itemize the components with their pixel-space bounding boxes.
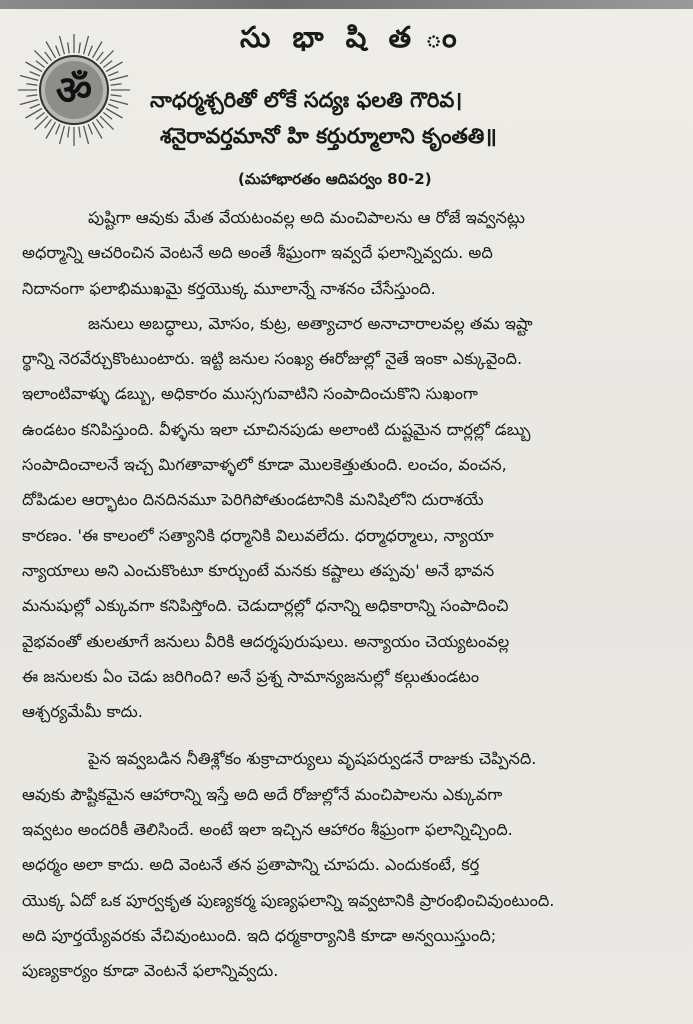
sun-ray [26, 84, 37, 85]
sun-ray [30, 104, 40, 108]
text-line: వైభవంతో తులతూగే జనులు వీరికి ఆదర్శపురుషులు. అన్యాయం చెయ్యటంవల్ల [22, 631, 510, 651]
text-line: ర్థాన్ని నెరవేర్చుకొంటుంటారు. ఇట్టి జనుల సంఖ్య ఈరోజుల్లో నైతే ఇంకా ఎక్కువైంది. [22, 349, 523, 369]
page-title: సు భా షి త ం [240, 20, 463, 54]
text-line: ఈ జనులకు ఏం చెడు జరిగింది? అనే ప్రశ్న సామాన్యజనుల్లో కల్గుతుండటం [22, 666, 480, 686]
sun-ray [110, 76, 128, 81]
text-line: ఆశ్చర్యమేమీ కాదు. [22, 702, 143, 722]
text-line: ఇలాంటివాళ్ళు డబ్బు, అధికారం ముస్సగువాటిని సంపాదించుకొని సుఖంగా [22, 384, 478, 404]
sun-ray [26, 95, 37, 96]
sun-ray [45, 119, 52, 128]
text-line: అధర్మాన్ని ఆచరించిన వెంటనే అది అంతే శీఘ్రంగా ఇవ్వదే ఫలాన్నివ్వదు. అది [22, 243, 493, 263]
article-body [22, 200, 662, 989]
text-line: అది పూర్తయ్యేవరకు వేచివుంటుంది. ఇది ధర్మకార్యానికి కూడా అన్వయిస్తుంది; [22, 925, 497, 945]
text-line: ఇవ్వటం అందరికీ తెలిసిందే. అంటే ఇలా ఇచ్చిన ఆహారం శీఘ్రంగా ఫలాన్నిచ్చింది. [22, 820, 513, 840]
om-glyph: ॐ [55, 68, 93, 114]
page-top-edge [0, 0, 693, 9]
sun-ray [36, 113, 45, 120]
sun-ray [103, 61, 112, 68]
paragraph-1 [22, 200, 662, 306]
text-line: దోపిడుల ఆర్భాటం దినదినమూ పెరిగిపోతుండటానికి మనిషిలోని దురాశయే [22, 490, 484, 510]
sun-ray [56, 124, 60, 134]
text-line: నిదానంగా ఫలాభిముఖమై కర్తయొక్క మూలాన్నే నాశనం చేసేస్తుంది. [22, 278, 436, 298]
text-line: సంపాదించాలనే ఇచ్చ మిగతావాళ్ళలో కూడా మొలకెత్తుతుంది. లంచం, వంచన, [22, 455, 507, 475]
text-line: కారణం. 'ఈ కాలంలో సత్యానికి ధర్మానికి విలువలేదు. ధర్మాధర్మాలు, న్యాయా [22, 525, 494, 545]
sun-ray [79, 42, 80, 53]
sun-ray [84, 36, 89, 54]
sun-ray [30, 72, 40, 76]
text-line: మనుషుల్లో ఎక్కువగా కనిపిస్తోంది. చెడుదార్లల్లో ధనాన్ని అధికారాన్ని సంపాదించి [22, 596, 509, 616]
text-line: అధర్మం అలా కాదు. అది వెంటనే తన ప్రతాపాన్ని చూపదు. ఎందుకంటే, కర్త [22, 855, 480, 875]
sun-ray [68, 42, 69, 53]
text-line: పైన ఇవ్వబడిన నీతిశ్లోకం శుక్రాచార్యులు వృషపర్వుడనే రాజుకు చెప్పినది. [88, 749, 537, 769]
sun-ray [88, 46, 92, 56]
sun-ray [68, 127, 69, 138]
sun-ray [97, 52, 104, 61]
paragraph-3 [22, 741, 662, 988]
sun-ray [36, 61, 45, 68]
text-line: పుణ్యకార్యం కూడా వెంటనే ఫలాన్నివ్వదు. [22, 961, 279, 981]
shloka-source: (మహాభారతం ఆదిపర్వం 80-2) [238, 170, 432, 188]
sun-ray [79, 127, 80, 138]
sun-ray [60, 36, 65, 54]
sun-ray [84, 126, 89, 144]
sun-ray [56, 46, 60, 56]
sun-ray [111, 84, 122, 85]
text-line: యొక్క ఏదో ఒక పూర్వకృత పుణ్యకర్మ పుణ్యఫలాన్ని ఇవ్వటానికి ప్రారంభించివుంటుంది. [22, 890, 555, 910]
sun-ray [60, 126, 65, 144]
sun-ray [97, 119, 104, 128]
text-line: న్యాయాలు అని ఎంచుకొంటూ కూర్చుంటే మనకు కష్టాలు తప్పవు' అనే భావన [22, 560, 495, 580]
text-line: జనులు అబద్ధాలు, మోసం, కుట్ర, అత్యాచార అనాచారాలవల్ల తమ ఇష్టా [88, 313, 533, 333]
sun-ray [20, 76, 38, 81]
text-line: పుష్టిగా ఆవుకు మేత వేయటంవల్ల అది మంచిపాలను ఆ రోజే ఇవ్వనట్లు [88, 208, 525, 227]
shloka-line: శనైరావర్తమానో హి కర్తుర్మూలాని కృంతతి॥ [160, 124, 497, 148]
om-sun-icon [14, 30, 134, 150]
text-line: ఆవుకు పౌష్టికమైన ఆహారాన్ని ఇస్తే అది అదే రోజుల్లోనే మంచిపాలను ఎక్కువగా [22, 784, 503, 804]
shloka-line: నాధర్మశ్చరితో లోకే సద్యః ఫలతి గౌరివ। [150, 88, 463, 112]
sun-ray [45, 52, 52, 61]
sun-ray [20, 100, 38, 105]
sun-ray [110, 100, 128, 105]
sun-ray [108, 72, 118, 76]
sun-ray [103, 113, 112, 120]
sun-ray [88, 124, 92, 134]
paragraph-2 [22, 306, 662, 730]
sun-ray [111, 95, 122, 96]
text-line: ఉండటం కనిపిస్తుంది. వీళ్ళను ఇలా చూచినపుడు అలాంటి దుష్టమైన దార్లల్లో డబ్బు [22, 419, 531, 439]
sun-ray [108, 104, 118, 108]
